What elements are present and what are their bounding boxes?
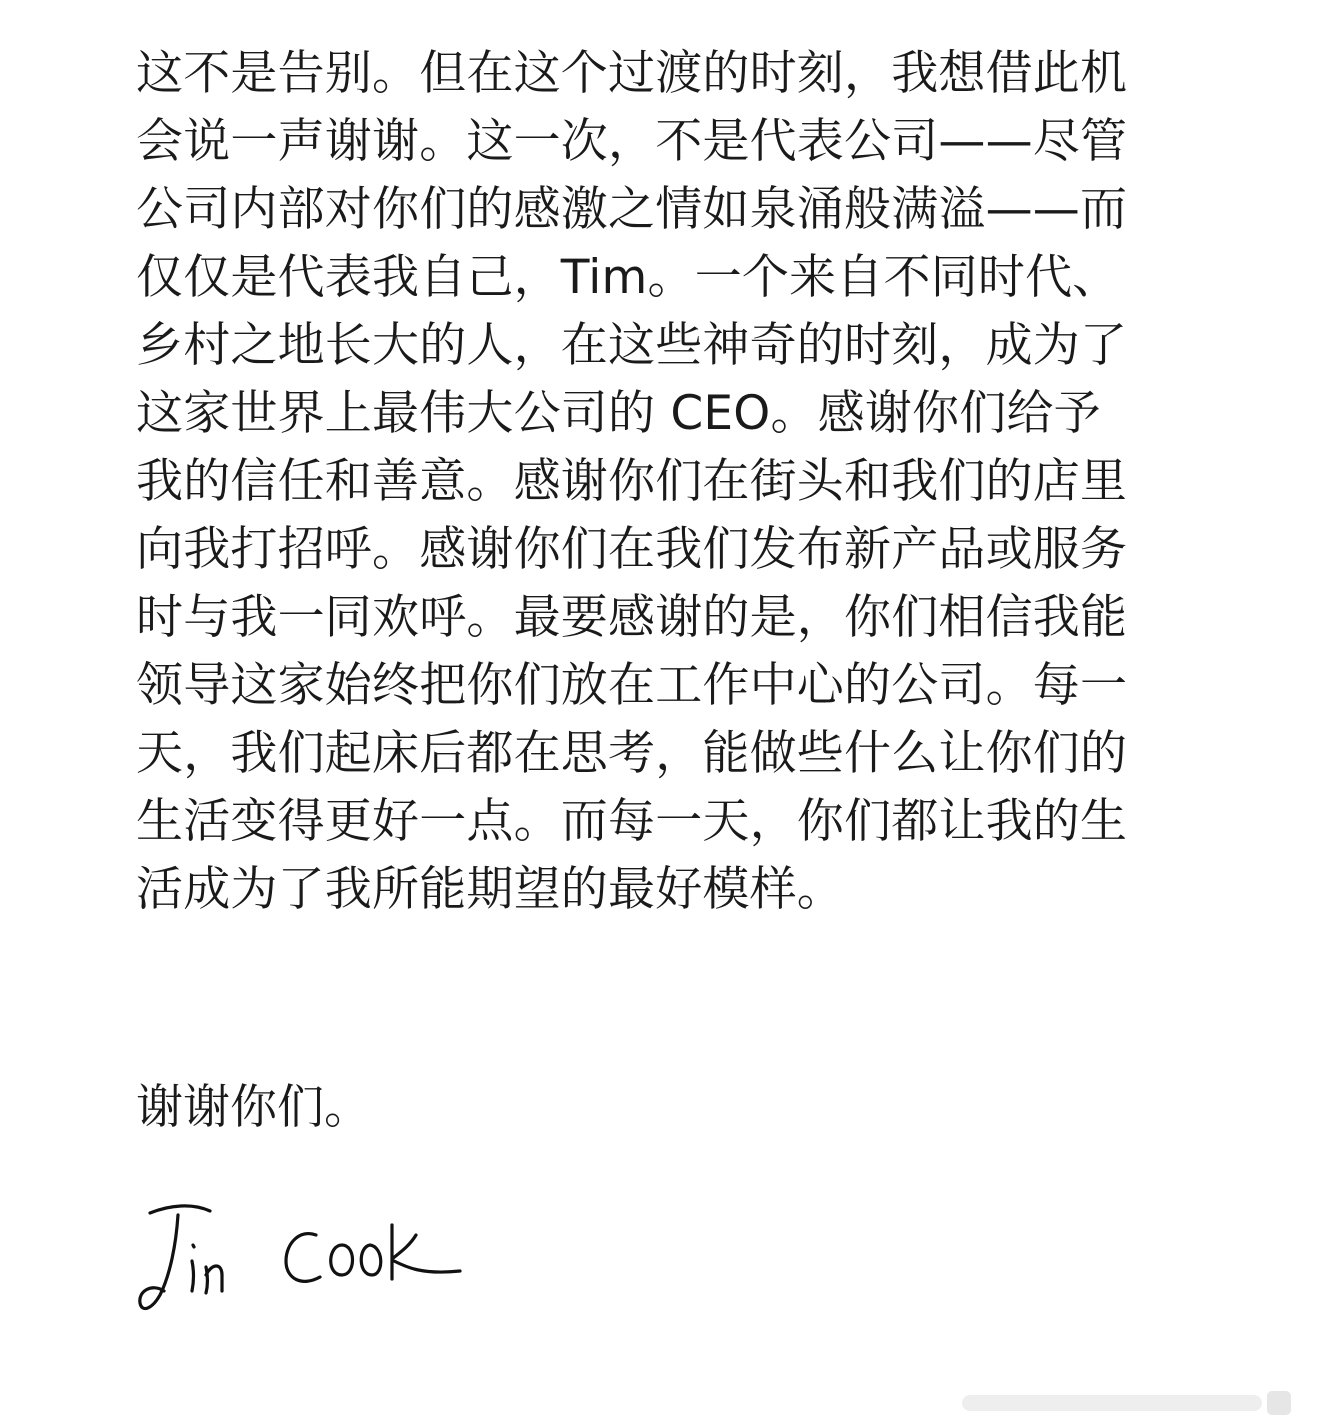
- letter-line: 生活变得更好一点。而每一天，你们都让我的生: [136, 794, 1128, 849]
- letter-line: 活成为了我所能期望的最好模样。: [136, 862, 844, 917]
- closing-line: 谢谢你们。: [136, 1080, 371, 1135]
- letter-line: 领导这家始终把你们放在工作中心的公司。每一: [136, 658, 1128, 713]
- watermark: [962, 1389, 1302, 1417]
- letter-line: 我的信任和善意。感谢你们在街头和我们的店里: [136, 454, 1128, 509]
- handwritten-signature: [130, 1195, 480, 1330]
- letter-line: 时与我一同欢呼。最要感谢的是，你们相信我能: [136, 590, 1128, 645]
- letter-body: [136, 40, 1216, 924]
- letter-line: 公司内部对你们的感激之情如泉涌般满溢——而: [136, 182, 1128, 237]
- letter-line: 向我打招呼。感谢你们在我们发布新产品或服务: [136, 522, 1128, 577]
- letter-line: 这不是告别。但在这个过渡的时刻，我想借此机: [136, 46, 1128, 101]
- letter-line: 仅仅是代表我自己，Tim。一个来自不同时代、: [136, 250, 1120, 305]
- letter-line: 天，我们起床后都在思考，能做些什么让你们的: [136, 726, 1128, 781]
- letter-line: 乡村之地长大的人，在这些神奇的时刻，成为了: [136, 318, 1128, 373]
- letter-line: 会说一声谢谢。这一次，不是代表公司——尽管: [136, 114, 1128, 169]
- letter-line: 这家世界上最伟大公司的 CEO。感谢你们给予: [136, 386, 1101, 441]
